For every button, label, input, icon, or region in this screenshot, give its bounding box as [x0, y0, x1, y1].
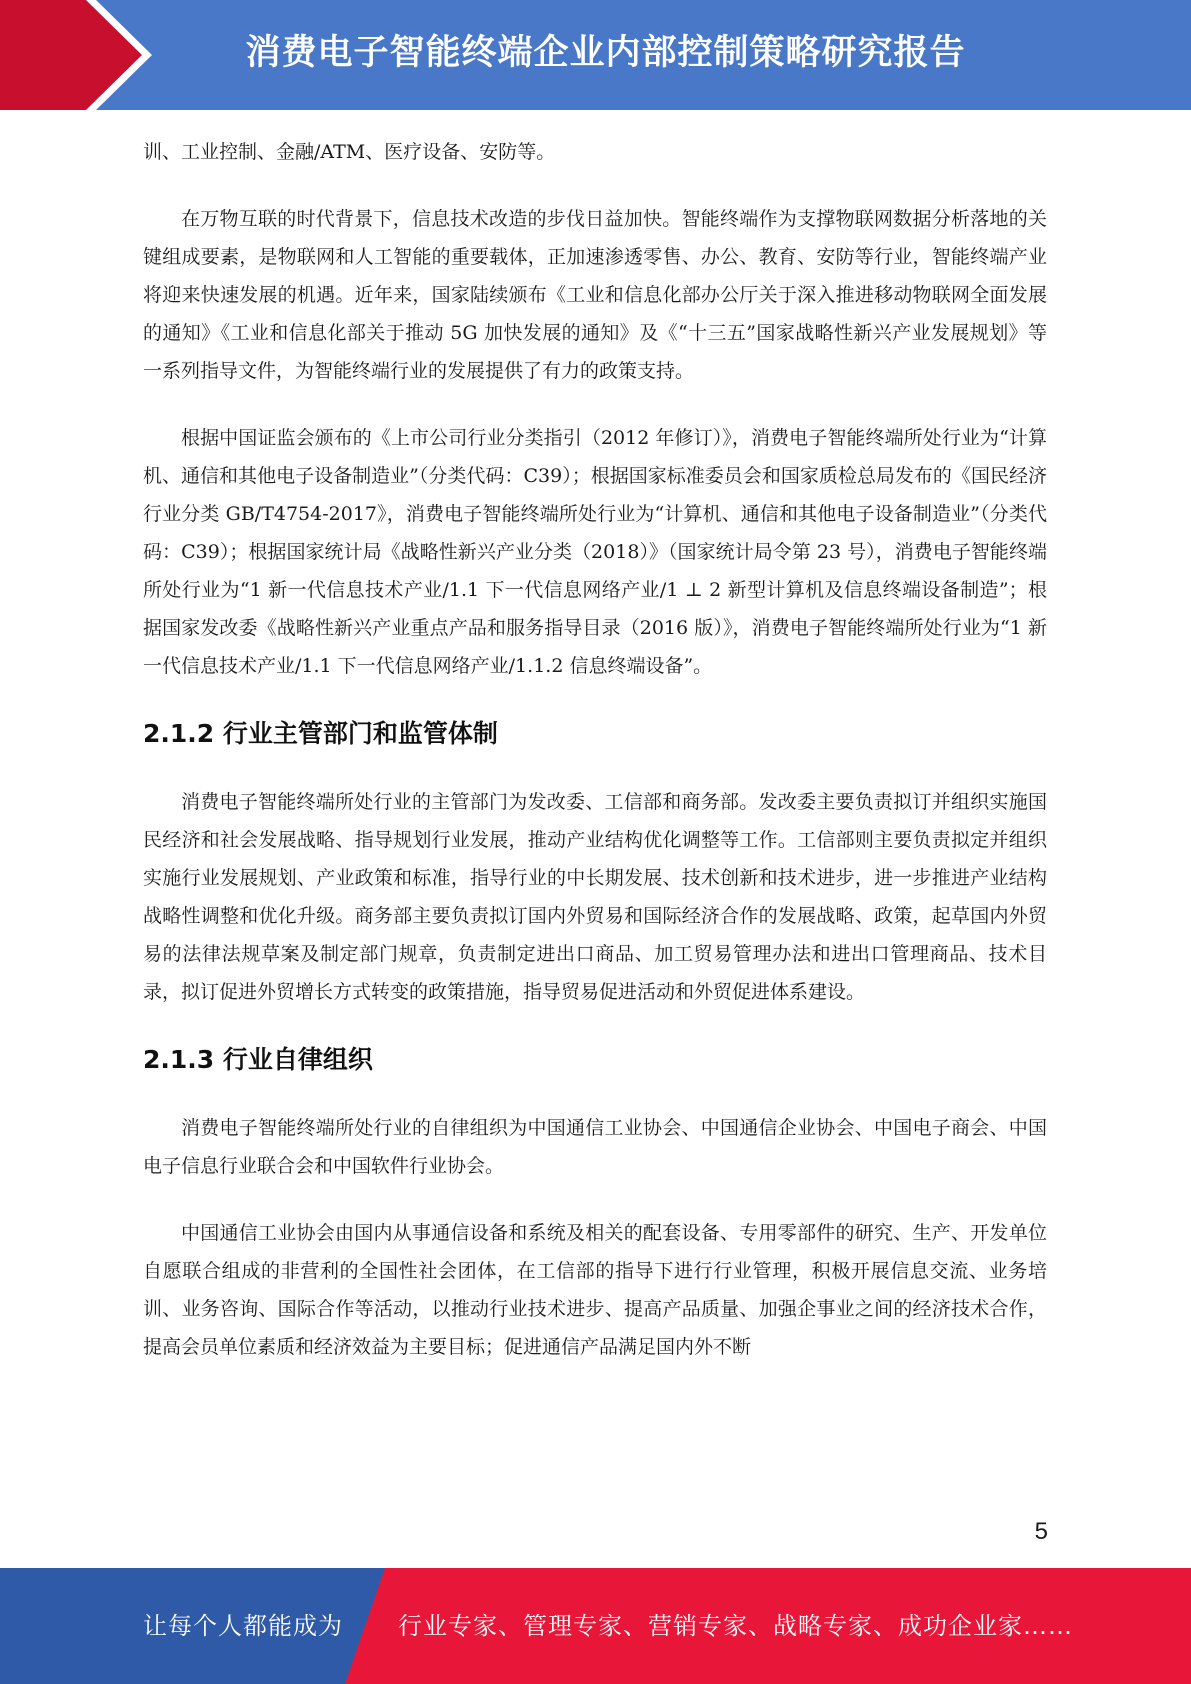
page-header — [0, 0, 1191, 110]
paragraph-cciia: 中国通信工业协会由国内从事通信设备和系统及相关的配套设备、专用零部件的研究、生产、开发单位自愿联合组成的非营利的全国性社会团体，在工信部的指导下进行行业管理，积极开展信息交流、业务培训、业务咨询、国际合作等活动，以推动行业技术进步、提高产品质量、加强企事业之间的经济技术合作，提高会员单位素质和经济效益为主要目标；促进通信产品满足国内外不断 — [143, 1222, 1047, 1358]
paragraph-continuation: 训、工业控制、金融/ATM、医疗设备、安防等。 — [143, 141, 556, 163]
footer-slogan-right: 行业专家、管理专家、营销专家、战略专家、成功企业家…… — [398, 1612, 1073, 1640]
section-heading-regulation: 2.1.2 行业主管部门和监管体制 — [143, 719, 498, 748]
document-body — [143, 133, 1047, 1395]
page-footer — [0, 1568, 1191, 1684]
paragraph-industry-classification: 根据中国证监会颁布的《上市公司行业分类指引（2012 年修订）》，消费电子智能终端所处行业为“计算机、通信和其他电子设备制造业”（分类代码：C39）；根据国家标准委员会和国家质检总局发布的《国民经济行业分类 GB/T4754-2017》，消费电子智能终端所处行业为“计算机、通信和其他电子设备制造业”（分类代码：C39）；根据国家统计局《战略性新兴产业分类（2018）》（国家统计局令第 23 号），消费电子智能终端所处行业为“1 新一代信息技术产业/1.1 下一代信息网络产业/1 ⊥ 2 新型计算机及信息终端设备制造”；根据国家发改委《战略性新兴产业重点产品和服务指导目录（2016 版）》，消费电子智能终端所处行业为“1 新一代信息技术产业/1.1 下一代信息网络产业/1.1.2 信息终端设备”。 — [143, 427, 1047, 677]
paragraph-self-regulatory-orgs: 消费电子智能终端所处行业的自律组织为中国通信工业协会、中国通信企业协会、中国电子商会、中国电子信息行业联合会和中国软件行业协会。 — [143, 1117, 1047, 1177]
footer-slogan-left: 让每个人都能成为 — [143, 1612, 343, 1640]
report-title: 消费电子智能终端企业内部控制策略研究报告 — [245, 33, 966, 73]
paragraph-smart-terminal-background: 在万物互联的时代背景下，信息技术改造的步伐日益加快。智能终端作为支撑物联网数据分析落地的关键组成要素，是物联网和人工智能的重要载体，正加速渗透零售、办公、教育、安防等行业，智能终端产业将迎来快速发展的机遇。近年来，国家陆续颁布《工业和信息化部办公厅关于深入推进移动物联网全面发展的通知》《工业和信息化部关于推动 5G 加快发展的通知》及《“十三五”国家战略性新兴产业发展规划》等一系列指导文件，为智能终端行业的发展提供了有力的政策支持。 — [143, 208, 1047, 382]
page-number: 5 — [1034, 1518, 1048, 1545]
section-heading-self-regulatory: 2.1.3 行业自律组织 — [143, 1045, 373, 1074]
paragraph-regulatory-departments: 消费电子智能终端所处行业的主管部门为发改委、工信部和商务部。发改委主要负责拟订并组织实施国民经济和社会发展战略、指导规划行业发展，推动产业结构优化调整等工作。工信部则主要负责拟定并组织实施行业发展规划、产业政策和标准，指导行业的中长期发展、技术创新和技术进步，进一步推进产业结构战略性调整和优化升级。商务部主要负责拟订国内外贸易和国际经济合作的发展战略、政策，起草国内外贸易的法律法规草案及制定部门规章，负责制定进出口商品、加工贸易管理办法和进出口管理商品、技术目录，拟订促进外贸增长方式转变的政策措施，指导贸易促进活动和外贸促进体系建设。 — [143, 791, 1047, 1003]
